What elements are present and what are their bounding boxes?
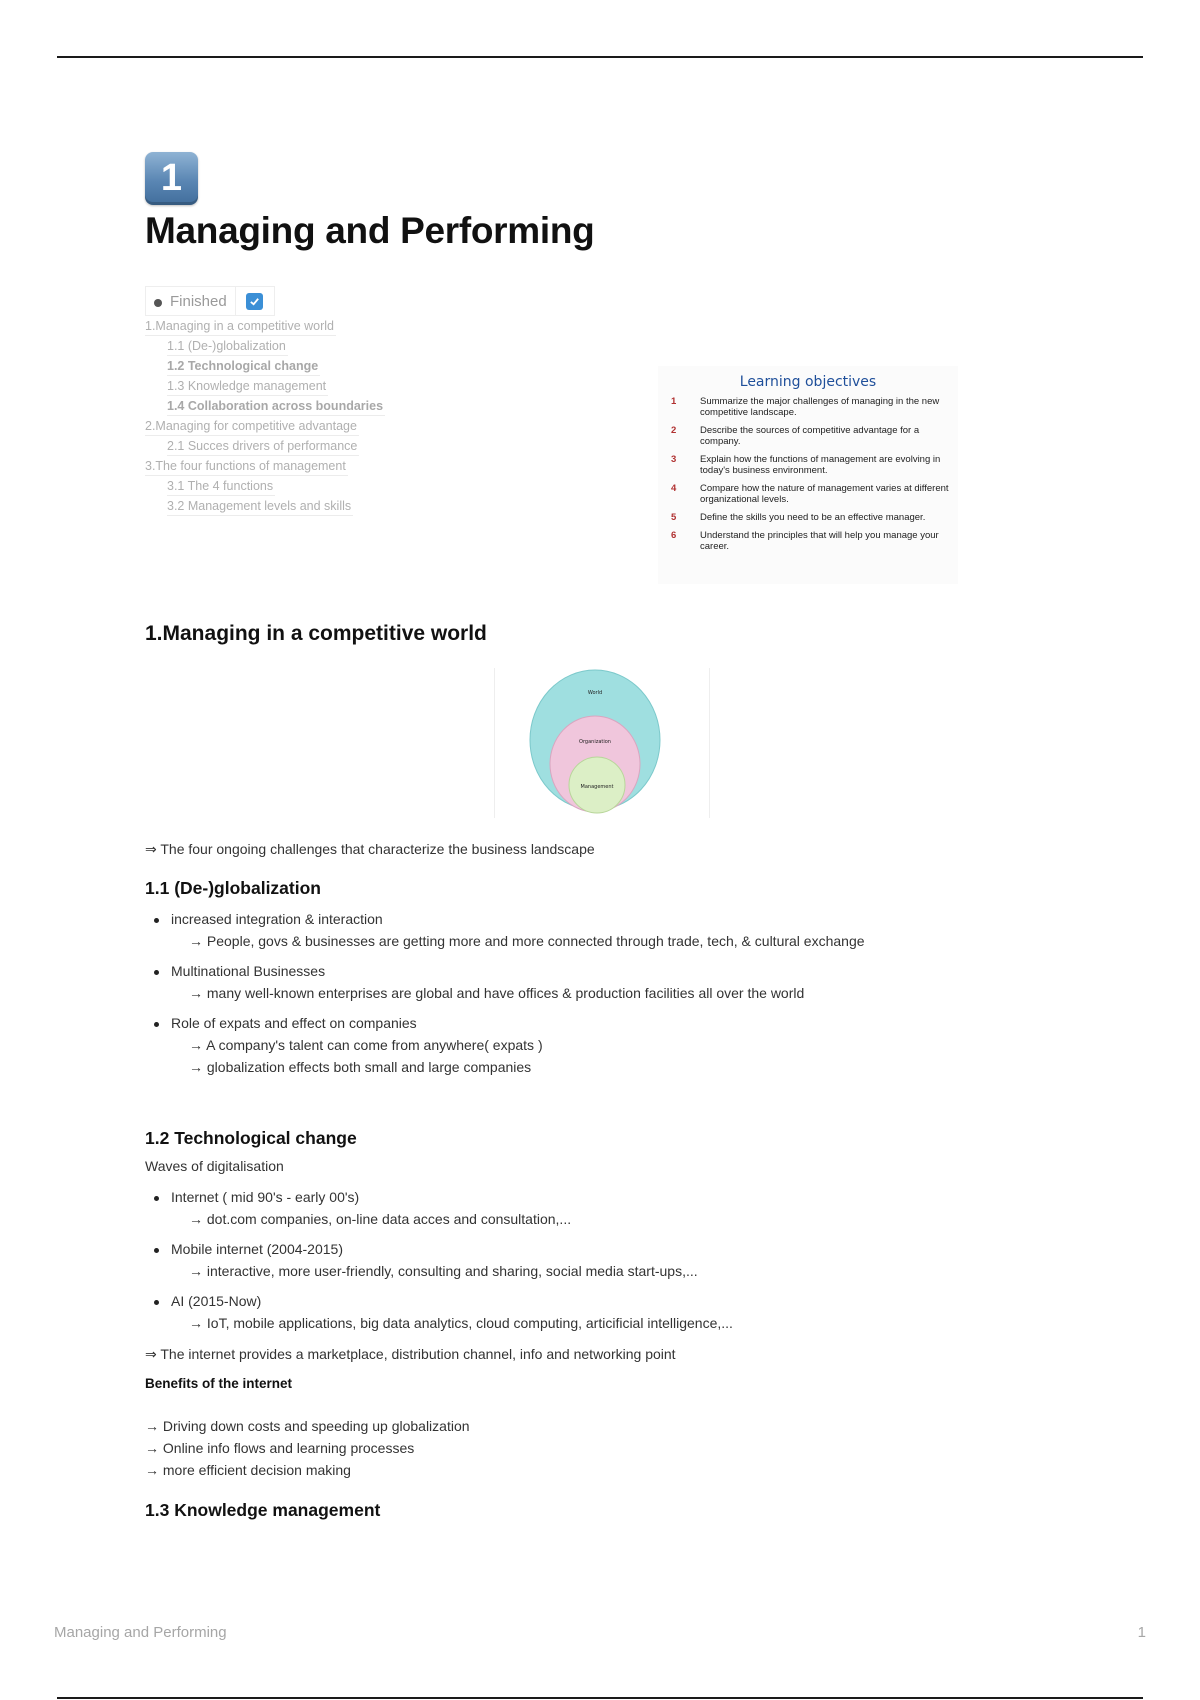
toc-link-1-1[interactable]: 1.1 (De-)globalization (167, 336, 288, 356)
heading-1-1: 1.1 (De-)globalization (145, 878, 321, 898)
list-item: increased integration & interaction → People, govs & businesses are getting more and more connected through trade, tech, & cultural exchange (145, 908, 865, 952)
page-icon-number-badge: 1 (145, 152, 198, 205)
properties-bar (145, 286, 275, 316)
learning-objectives-title: Learning objectives (739, 374, 877, 390)
toc-link-2[interactable]: 2.Managing for competitive advantage (145, 416, 359, 436)
venn-inner-label: Management (580, 784, 614, 790)
benefit-line: → Online info flows and learning processes (145, 1440, 415, 1456)
list-item: Internet ( mid 90's - early 00's) → dot.com companies, on-line data acces and consultation,... (145, 1186, 733, 1230)
learning-objective-item: 4 Compare how the nature of management varies at different organizational levels. (671, 483, 949, 505)
toc-link-1-3[interactable]: 1.3 Knowledge management (167, 376, 328, 396)
internet-summary: ⇒ The internet provides a marketplace, distribution channel, info and networking point (145, 1346, 676, 1362)
challenges-intro: ⇒ The four ongoing challenges that characterize the business landscape (145, 841, 595, 857)
venn-outer-label: World (587, 690, 603, 696)
digitalisation-intro: Waves of digitalisation (145, 1158, 284, 1174)
footer-title: Managing and Performing (54, 1624, 227, 1641)
learning-objective-item: 5 Define the skills you need to be an effective manager. (671, 512, 926, 523)
checkbox-property[interactable] (236, 286, 274, 316)
top-rule (57, 56, 1143, 58)
toc-link-3[interactable]: 3.The four functions of management (145, 456, 348, 476)
list-item: Role of expats and effect on companies → A company's talent can come from anywhere( expats ) → globalization effects both small and large companies (145, 1012, 865, 1078)
toc-link-1-2[interactable]: 1.2 Technological change (167, 356, 320, 376)
list-item: Multinational Businesses → many well-known enterprises are global and have offices & production facilities all over the world (145, 960, 865, 1004)
benefits-title: Benefits of the internet (145, 1376, 293, 1391)
footer-page-number: 1 (1137, 1624, 1146, 1641)
learning-objective-item: 2 Describe the sources of competitive advantage for a company. (671, 425, 920, 447)
heading-1-2: 1.2 Technological change (145, 1128, 357, 1148)
list-item: AI (2015-Now) → IoT, mobile applications, big data analytics, cloud computing, articificial intelligence,... (145, 1290, 733, 1334)
status-label: Finished (170, 292, 227, 310)
venn-middle-label: Organization (579, 739, 611, 745)
toc-link-1-4[interactable]: 1.4 Collaboration across boundaries (167, 396, 385, 416)
learning-objective-item: 6 Understand the principles that will help you manage your career. (671, 530, 939, 552)
learning-objective-item: 3 Explain how the functions of management are evolving in today's business environment. (671, 454, 941, 476)
checkbox-checked-icon[interactable] (246, 293, 263, 310)
status-dot-icon (154, 299, 162, 307)
benefit-line: → more efficient decision making (145, 1462, 351, 1478)
section-heading-1: 1.Managing in a competitive world (145, 622, 487, 645)
benefit-line: → Driving down costs and speeding up globalization (145, 1418, 470, 1434)
table-of-contents (145, 316, 445, 516)
toc-link-2-1[interactable]: 2.1 Succes drivers of performance (167, 436, 359, 456)
status-property[interactable] (146, 286, 236, 316)
globalization-list (145, 908, 865, 1086)
heading-1-3: 1.3 Knowledge management (145, 1500, 381, 1520)
bottom-rule (57, 1697, 1143, 1699)
digitalisation-waves-list (145, 1186, 733, 1342)
nested-circles-diagram (494, 668, 710, 818)
list-item: Mobile internet (2004-2015) → interactive, more user-friendly, consulting and sharing, social media start-ups,... (145, 1238, 733, 1282)
page-title: Managing and Performing (145, 210, 595, 251)
learning-objectives-image (658, 366, 958, 584)
learning-objective-item: 1 Summarize the major challenges of managing in the new competitive landscape. (671, 396, 940, 418)
toc-link-3-2[interactable]: 3.2 Management levels and skills (167, 496, 353, 516)
toc-link-3-1[interactable]: 3.1 The 4 functions (167, 476, 275, 496)
toc-link-1[interactable]: 1.Managing in a competitive world (145, 316, 336, 336)
